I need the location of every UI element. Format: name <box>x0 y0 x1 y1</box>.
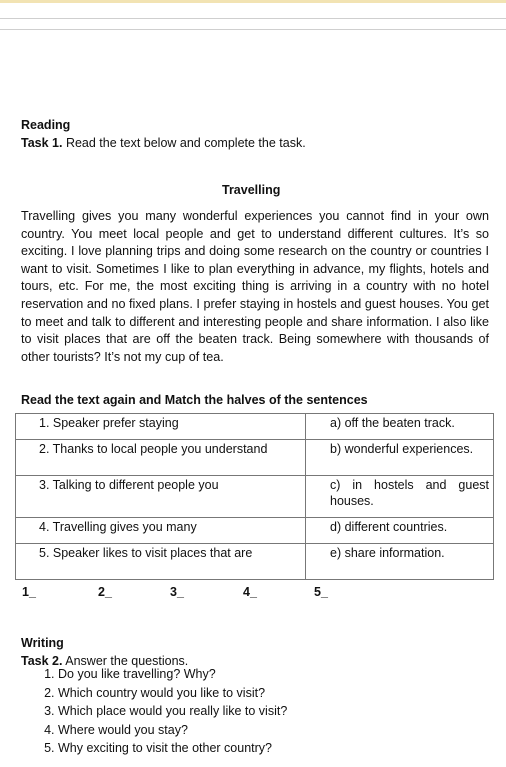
table-row <box>16 440 494 476</box>
list-item: 1. Do you like travelling? Why? <box>58 665 287 684</box>
task1-line <box>21 136 306 150</box>
task2-text: Answer the questions. <box>62 654 189 668</box>
sentence-start: 5. Speaker likes to visit places that are <box>16 544 306 580</box>
match-instruction: Read the text again and Match the halves of the sentences <box>21 393 368 407</box>
sentence-end: a) off the beaten track. <box>306 414 494 440</box>
sentence-end: b) wonderful experiences. <box>306 440 494 476</box>
sentence-end: c) in hostels and guest houses. <box>306 476 494 518</box>
list-item: 4. Where would you stay? <box>58 721 287 740</box>
sentence-start: 2. Thanks to local people you understand <box>16 440 306 476</box>
sentence-start: 1. Speaker prefer staying <box>16 414 306 440</box>
answer-blank[interactable]: 5_ <box>314 585 328 599</box>
reading-heading: Reading <box>21 118 71 132</box>
match-table <box>15 413 494 580</box>
table-row <box>16 518 494 544</box>
sentence-end: e) share information. <box>306 544 494 580</box>
sentence-start: 3. Talking to different people you <box>16 476 306 518</box>
sentence-end: d) different countries. <box>306 518 494 544</box>
article-title: Travelling <box>222 183 281 197</box>
answer-blank[interactable]: 1_ <box>22 585 36 599</box>
task1-text: Read the text below and complete the task. <box>62 136 306 150</box>
rule-line <box>0 18 506 19</box>
answer-blank[interactable]: 4_ <box>243 585 257 599</box>
writing-heading: Writing <box>21 636 64 650</box>
task2-label: Task 2. <box>21 654 63 668</box>
sentence-start: 4. Travelling gives you many <box>16 518 306 544</box>
table-row <box>16 476 494 518</box>
table-row <box>16 544 494 580</box>
answer-blank[interactable]: 2_ <box>98 585 112 599</box>
question-list <box>22 665 287 758</box>
table-row <box>16 414 494 440</box>
list-item: 5. Why exciting to visit the other country? <box>58 739 287 758</box>
answer-blank[interactable]: 3_ <box>170 585 184 599</box>
list-item: 3. Which place would you really like to visit? <box>58 702 287 721</box>
article-body: Travelling gives you many wonderful experiences you cannot find in your own country. You meet local people and get to understand different cultures. It’s so exciting. I love planning trips and doing some research on the country or countries I want to visit. Sometimes I like to plan everything in advance, my flights, hotels and tours, etc. For me, the most exciting thing is arriving in a country with no hotel reservation and no fixed plans. I prefer staying in hostels and guest houses. You get to meet and talk to different and interesting people and share information. I also like to visit places that are off the beaten track. Being somewhere with thousands of other tourists? It’s not my cup of tea. <box>21 209 489 364</box>
list-item: 2. Which country would you like to visit? <box>58 684 287 703</box>
task1-label: Task 1. <box>21 136 63 150</box>
top-border <box>0 0 506 3</box>
rule-line <box>0 29 506 30</box>
